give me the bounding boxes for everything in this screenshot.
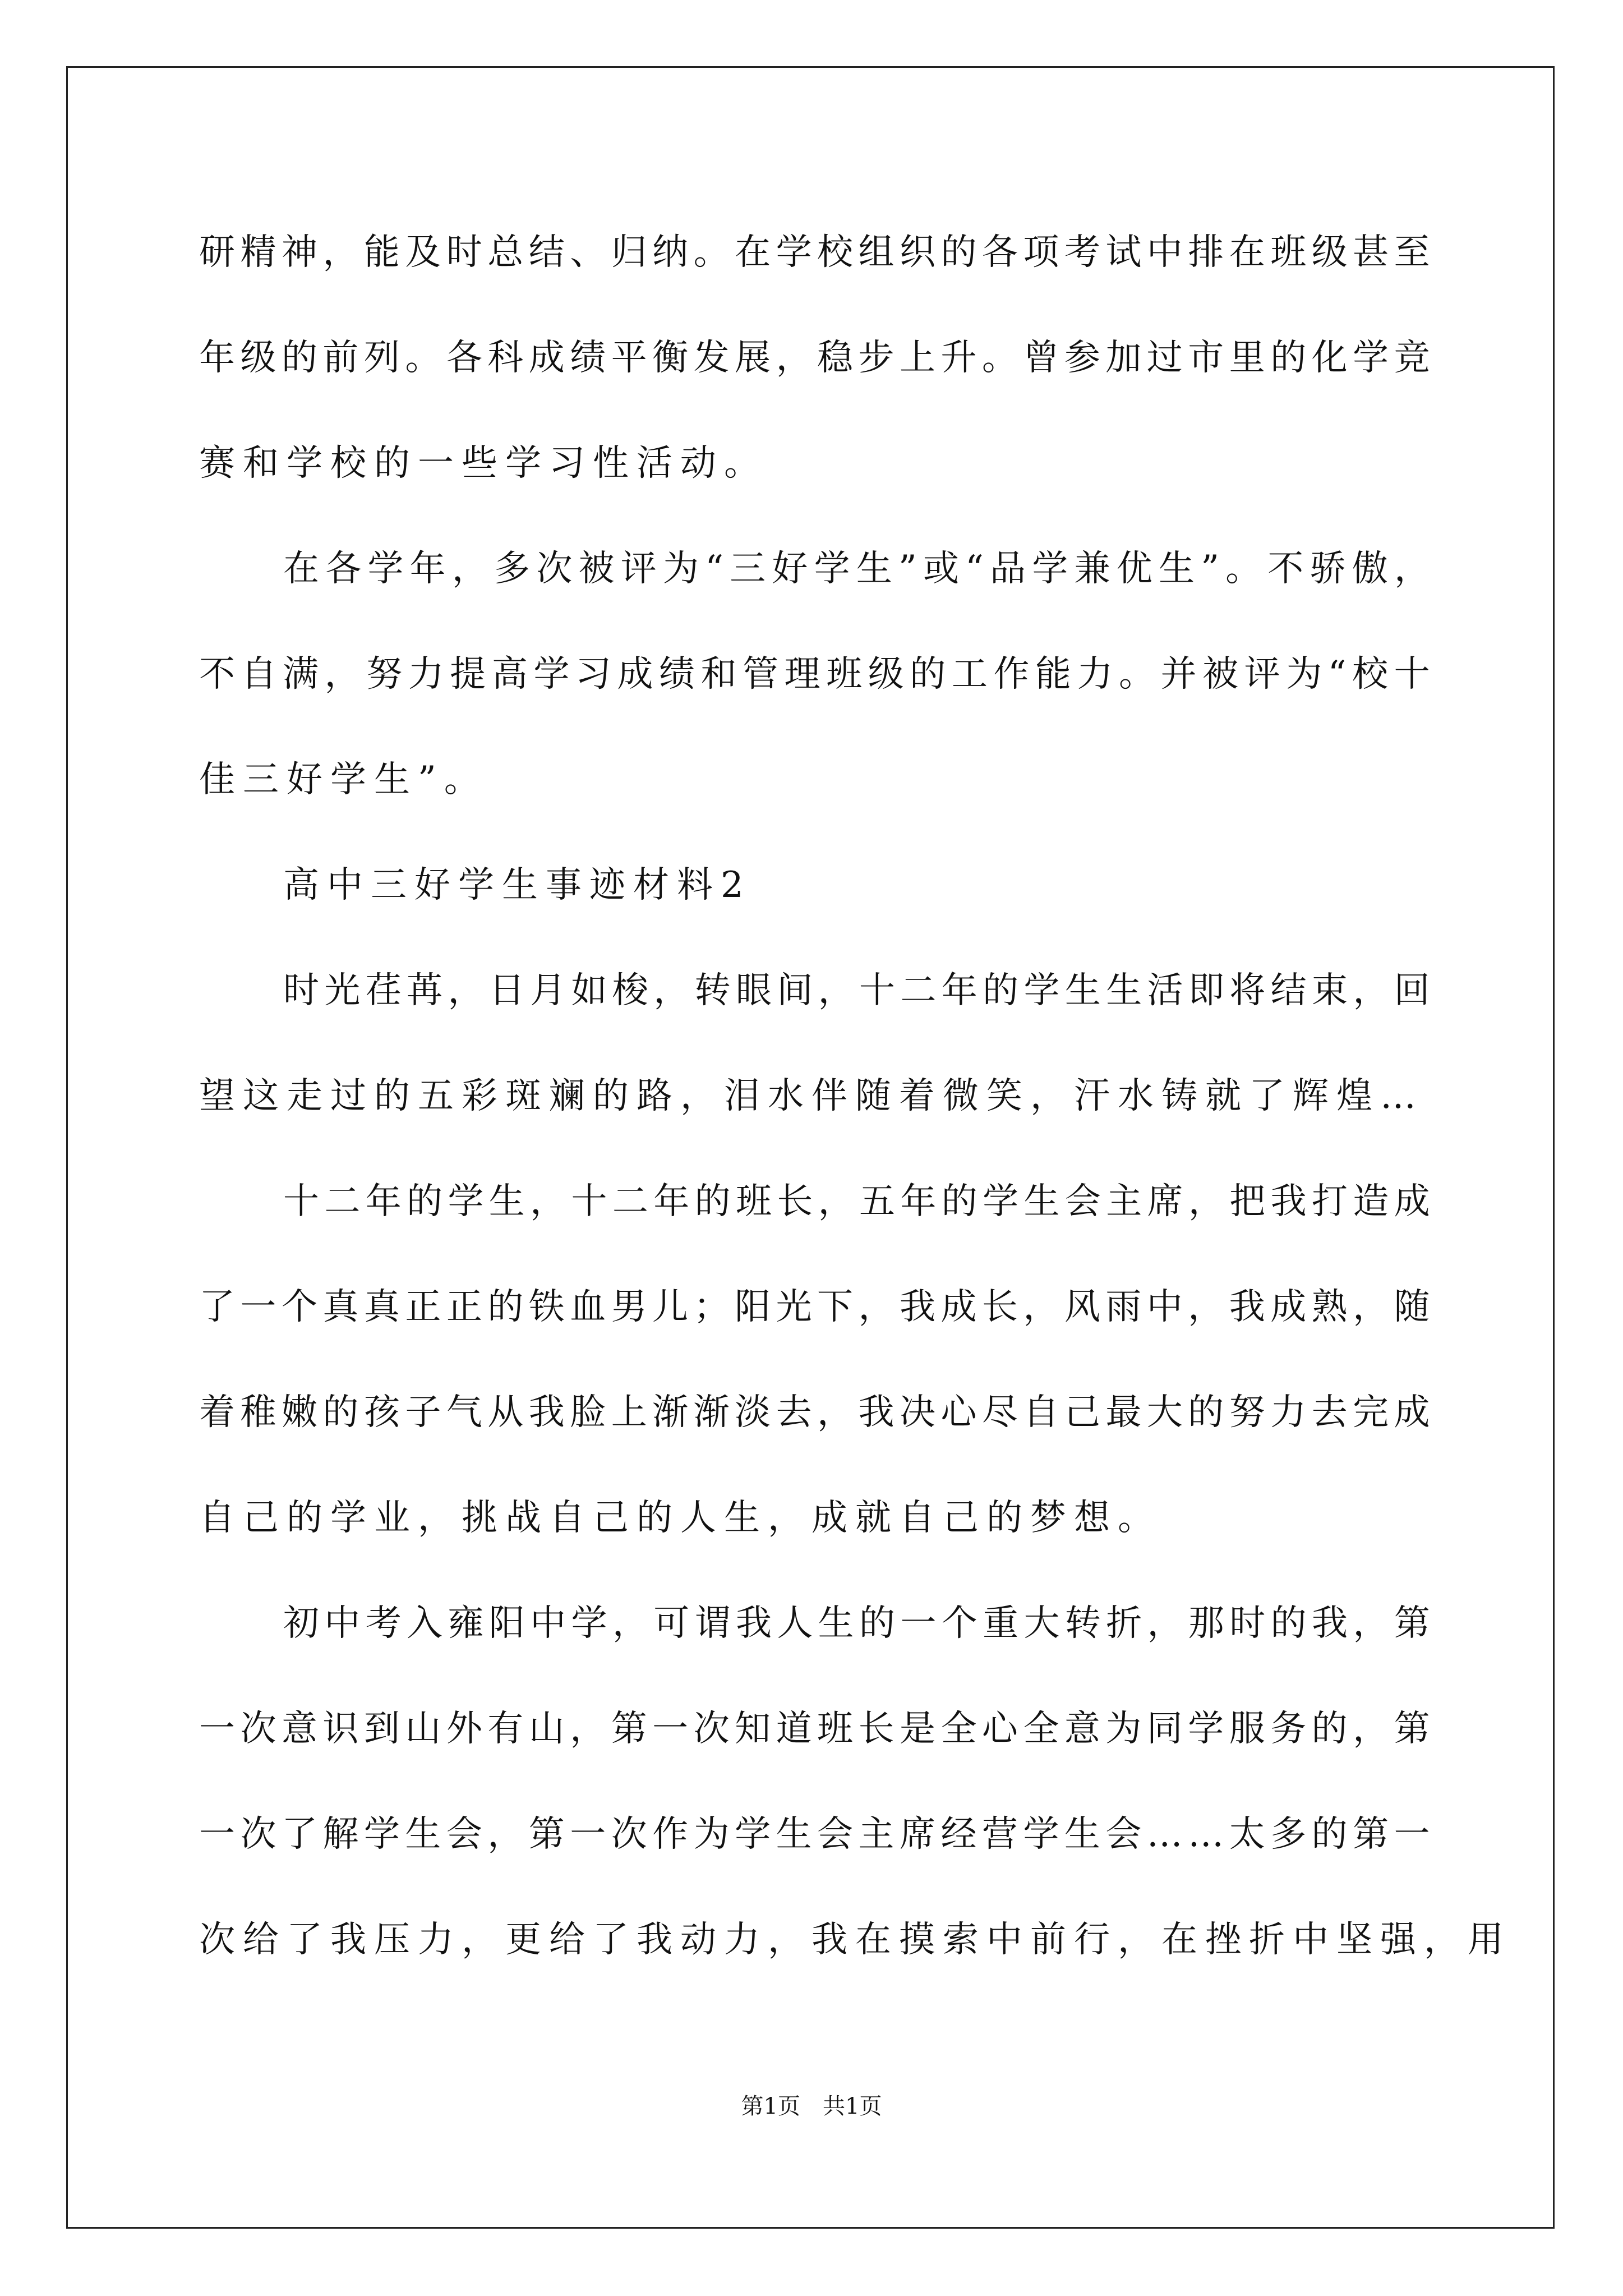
paragraph-line: 赛和学校的一些学习性活动。 xyxy=(199,443,768,484)
paragraph-line: 次给了我压力，更给了我动力，我在摸索中前行，在挫折中坚强，用 xyxy=(199,1919,1511,1961)
paragraph-line: 望这走过的五彩斑斓的路，泪水伴随着微笑，汗水铸就了辉煌… xyxy=(199,1075,1424,1117)
paragraph-line: 在 各 学 年 ， 多 次 被 评 为 “ 三 好 学 生 ” 或 “ 品 学 兼 优 生 ” 。 不 骄 傲 ， xyxy=(283,548,1430,590)
paragraph-line: 时 光 荏 苒 ， 日 月 如 梭 ， 转 眼 间 ， 十 二 年 的 学 生 生 活 即 将 结 束 ， 回 xyxy=(283,970,1430,1011)
paragraph-line: 高中三好学生事迹材料2 xyxy=(283,864,751,906)
paragraph-line: 不 自 满 ， 努 力 提 高 学 习 成 绩 和 管 理 班 级 的 工 作 能 力 。 并 被 评 为 “ 校 十 xyxy=(199,654,1430,695)
paragraph-line: 研 精 神 ， 能 及 时 总 结 、 归 纳 。 在 学 校 组 织 的 各 项 考 试 中 排 在 班 级 甚 至 xyxy=(199,232,1430,273)
paragraph-line: 着 稚 嫩 的 孩 子 气 从 我 脸 上 渐 渐 淡 去 ， 我 决 心 尽 自 己 最 大 的 努 力 去 完 成 xyxy=(199,1392,1430,1433)
paragraph-line: 十 二 年 的 学 生 ， 十 二 年 的 班 长 ， 五 年 的 学 生 会 主 席 ， 把 我 打 造 成 xyxy=(283,1181,1430,1222)
document-body xyxy=(199,210,1511,2003)
page-footer: 第1页 共1页 xyxy=(741,2093,882,2119)
paragraph-line: 年 级 的 前 列 。 各 科 成 绩 平 衡 发 展 ， 稳 步 上 升 。 曾 参 加 过 市 里 的 化 学 竞 xyxy=(199,337,1430,379)
paragraph-line: 了 一 个 真 真 正 正 的 铁 血 男 儿 ； 阳 光 下 ， 我 成 长 ， 风 雨 中 ， 我 成 熟 ， 随 xyxy=(199,1286,1430,1328)
paragraph-line: 一 次 意 识 到 山 外 有 山 ， 第 一 次 知 道 班 长 是 全 心 全 意 为 同 学 服 务 的 ， 第 xyxy=(199,1708,1430,1750)
paragraph-line: 初 中 考 入 雍 阳 中 学 ， 可 谓 我 人 生 的 一 个 重 大 转 折 ， 那 时 的 我 ， 第 xyxy=(283,1603,1430,1644)
paragraph-line: 一 次 了 解 学 生 会 ， 第 一 次 作 为 学 生 会 主 席 经 营 学 生 会 … … 太 多 的 第 一 xyxy=(199,1814,1430,1855)
paragraph-line: 佳三好学生”。 xyxy=(199,759,488,800)
paragraph-line: 自己的学业，挑战自己的人生，成就自己的梦想。 xyxy=(199,1497,1161,1539)
